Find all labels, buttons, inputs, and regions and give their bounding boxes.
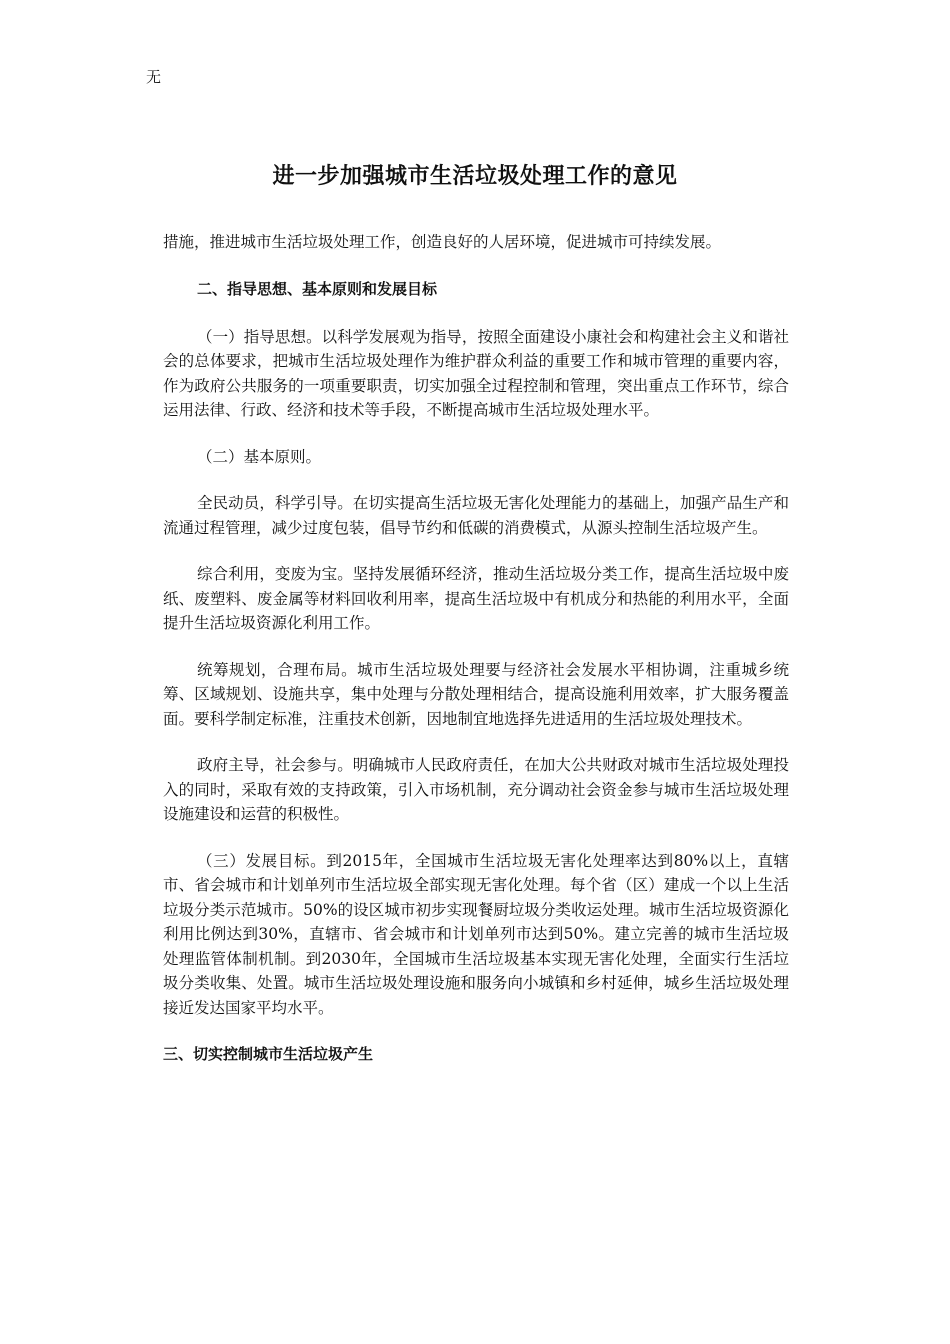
paragraph-basic-principles-title: （二）基本原则。 [197, 447, 322, 466]
section-heading-3: 三、切实控制城市生活垃圾产生 [163, 1045, 374, 1063]
document-body [163, 230, 789, 1090]
section-heading-2: 二、指导思想、基本原则和发展目标 [197, 279, 438, 298]
paragraph-continuation: 措施，推进城市生活垃圾处理工作，创造良好的人居环境，促进城市可持续发展。 [163, 233, 722, 251]
paragraph-guiding-thought: （一）指导思想。以科学发展观为指导，按照全面建设小康社会和构建社会主义和谐社会的总体要求，把城市生活垃圾处理作为维护群众利益的重要工作和城市管理的重要内容，作为政府公共服务的一项重要职责，切实加强全过程控制和管理，突出重点工作环节，综合运用法律、行政、经济和技术等手段，不断提高城市生活垃圾处理水平。 [163, 327, 789, 419]
paragraph-principle-mobilization: 全民动员，科学引导。在切实提高生活垃圾无害化处理能力的基础上，加强产品生产和流通过程管理，减少过度包装，倡导节约和低碳的消费模式，从源头控制生活垃圾产生。 [163, 494, 789, 537]
paragraph-principle-utilization: 综合利用，变废为宝。坚持发展循环经济，推动生活垃圾分类工作，提高生活垃圾中废纸、废塑料、废金属等材料回收利用率，提高生活垃圾中有机成分和热能的利用水平，全面提升生活垃圾资源化利用工作。 [163, 565, 789, 632]
paragraph-development-goals: （三）发展目标。到2015年，全国城市生活垃圾无害化处理率达到80%以上，直辖市、省会城市和计划单列市生活垃圾全部实现无害化处理。每个省（区）建成一个以上生活垃圾分类示范城市。50%的设区城市初步实现餐厨垃圾分类收运处理。城市生活垃圾资源化利用比例达到30%，直辖市、省会城市和计划单列市达到50%。建立完善的城市生活垃圾处理监管体制机制。到2030年，全国城市生活垃圾基本实现无害化处理，全面实行生活垃圾分类收集、处置。城市生活垃圾处理设施和服务向小城镇和乡村延伸，城乡生活垃圾处理接近发达国家平均水平。 [163, 851, 789, 1017]
document-title: 进一步加强城市生活垃圾处理工作的意见 [272, 163, 678, 189]
paragraph-principle-government: 政府主导，社会参与。明确城市人民政府责任，在加大公共财政对城市生活垃圾处理投入的同时，采取有效的支持政策，引入市场机制，充分调动社会资金参与城市生活垃圾处理设施建设和运营的积极性。 [163, 756, 789, 823]
header-mark: 无 [146, 68, 162, 86]
paragraph-principle-planning: 统筹规划，合理布局。城市生活垃圾处理要与经济社会发展水平相协调，注重城乡统筹、区域规划、设施共享，集中处理与分散处理相结合，提高设施利用效率，扩大服务覆盖面。要科学制定标准，注重技术创新，因地制宜地选择先进适用的生活垃圾处理技术。 [163, 660, 789, 728]
